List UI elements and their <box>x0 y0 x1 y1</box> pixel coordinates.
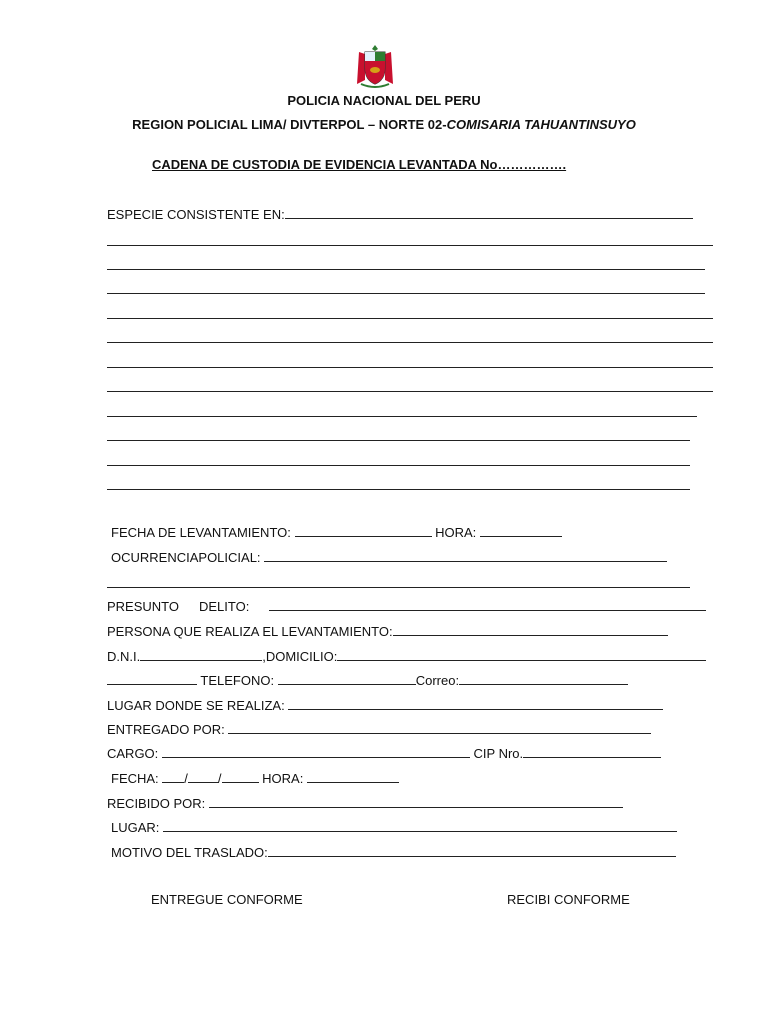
recibido-field[interactable] <box>209 795 623 808</box>
dni-label: D.N.I. <box>107 649 141 664</box>
header-region: REGION POLICIAL LIMA/ DIVTERPOL – NORTE 02- <box>132 117 447 132</box>
domicilio-field[interactable] <box>337 648 706 661</box>
lugar-donde-row <box>107 697 663 713</box>
persona-label: PERSONA QUE REALIZA EL LEVANTAMIENTO: <box>107 624 393 639</box>
lugar-donde-label: LUGAR DONDE SE REALIZA: <box>107 698 285 713</box>
recibido-row <box>107 795 623 811</box>
dni-field[interactable] <box>140 648 262 661</box>
blank-line[interactable] <box>107 245 713 246</box>
lugar-label: LUGAR: <box>111 820 160 835</box>
blank-line[interactable] <box>107 318 713 319</box>
lugar-row <box>111 819 677 835</box>
fecha-levantamiento-field[interactable] <box>295 524 432 537</box>
ocurrencia-field[interactable] <box>264 549 667 562</box>
blank-line[interactable] <box>107 587 690 588</box>
domicilio-label: ,DOMICILIO: <box>262 649 338 664</box>
motivo-label: MOTIVO DEL TRASLADO: <box>111 845 268 860</box>
especie-row <box>107 206 693 222</box>
cip-field[interactable] <box>523 745 661 758</box>
especie-field[interactable] <box>285 206 693 219</box>
fecha-separator: / <box>217 771 222 786</box>
header-line-2 <box>0 117 768 132</box>
fecha-month-field[interactable] <box>188 770 218 783</box>
document-title: CADENA DE CUSTODIA DE EVIDENCIA LEVANTADA No……………. <box>152 157 567 172</box>
motivo-row <box>111 844 676 860</box>
telefono-field[interactable] <box>278 672 416 685</box>
recibi-conforme: RECIBI CONFORME <box>507 892 630 907</box>
cip-label: CIP Nro. <box>473 746 524 761</box>
entregado-label: ENTREGADO POR: <box>107 722 225 737</box>
fecha-separator: / <box>184 771 188 786</box>
delito-label: DELITO: <box>199 599 250 614</box>
fecha-day-field[interactable] <box>162 770 184 783</box>
cargo-label: CARGO: <box>107 746 159 761</box>
hora-label: HORA: <box>435 525 477 540</box>
ocurrencia-row <box>111 549 667 565</box>
blank-line[interactable] <box>107 391 713 392</box>
entregado-field[interactable] <box>228 721 651 734</box>
blank-line[interactable] <box>107 440 690 441</box>
especie-label: ESPECIE CONSISTENTE EN: <box>107 207 285 222</box>
blank-line[interactable] <box>107 293 705 294</box>
presunto-label: PRESUNTO <box>107 599 179 614</box>
entregado-row <box>107 721 651 737</box>
telefono-prefix-field[interactable] <box>107 672 197 685</box>
lugar-field[interactable] <box>163 819 677 832</box>
blank-line[interactable] <box>107 465 690 466</box>
cargo-field[interactable] <box>162 745 470 758</box>
delito-field[interactable] <box>269 598 706 611</box>
header-line-1: POLICIA NACIONAL DEL PERU <box>287 93 481 108</box>
persona-row <box>107 623 668 639</box>
hora2-field[interactable] <box>307 770 399 783</box>
ocurrencia-label: OCURRENCIAPOLICIAL: <box>111 550 261 565</box>
blank-line[interactable] <box>107 489 690 490</box>
fecha-label: FECHA: <box>111 771 159 786</box>
cargo-row <box>107 745 661 761</box>
blank-line[interactable] <box>107 342 713 343</box>
fecha-levantamiento-row <box>111 524 562 540</box>
hora-field[interactable] <box>480 524 562 537</box>
correo-label: Correo: <box>415 673 460 688</box>
blank-line[interactable] <box>107 416 697 417</box>
persona-field[interactable] <box>393 623 668 636</box>
fecha-row <box>111 770 399 786</box>
fecha-year-field[interactable] <box>222 770 259 783</box>
recibido-label: RECIBIDO POR: <box>107 796 206 811</box>
lugar-donde-field[interactable] <box>288 697 663 710</box>
fecha-levantamiento-label: FECHA DE LEVANTAMIENTO: <box>111 525 291 540</box>
entregue-conforme: ENTREGUE CONFORME <box>151 892 303 907</box>
blank-line[interactable] <box>107 269 705 270</box>
header-comisaria: COMISARIA TAHUANTINSUYO <box>446 117 636 132</box>
blank-line[interactable] <box>107 367 713 368</box>
peru-coat-of-arms-icon <box>351 42 399 90</box>
dni-row <box>107 648 706 664</box>
telefono-label: TELEFONO: <box>200 673 275 688</box>
motivo-field[interactable] <box>268 844 676 857</box>
telefono-row <box>107 672 628 688</box>
presunto-delito-row <box>107 598 706 614</box>
correo-field[interactable] <box>459 672 628 685</box>
hora2-label: HORA: <box>262 771 304 786</box>
